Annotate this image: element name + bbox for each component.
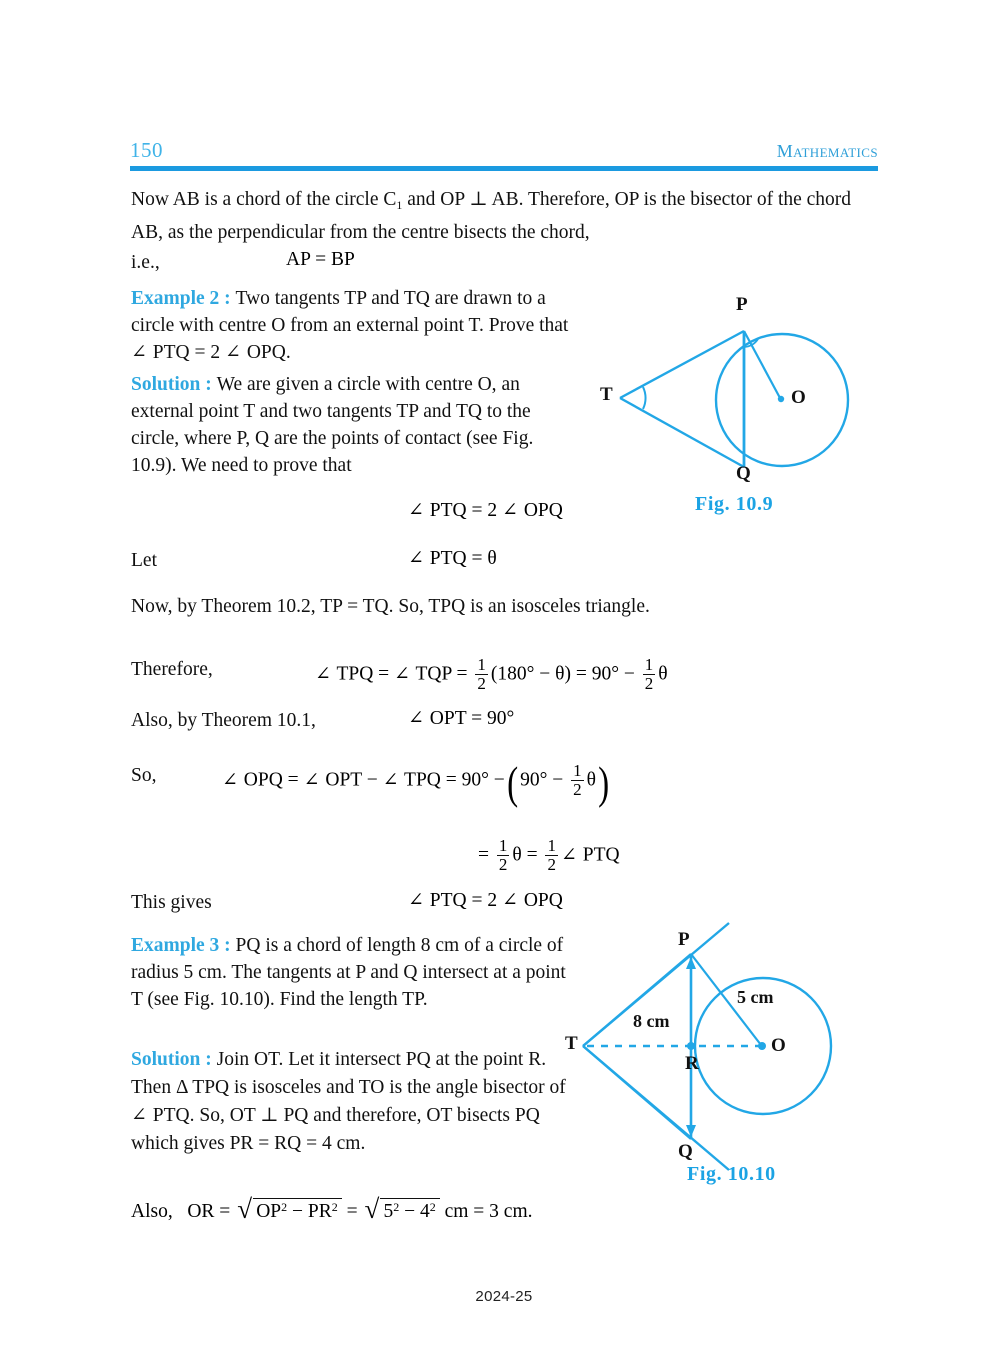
- solution-3-line2: point R. Then Δ TPQ is isosceles and TO is the: [131, 1049, 547, 1098]
- so-label: So,: [131, 765, 157, 786]
- fraction-one-half: [475, 656, 488, 692]
- fraction-one-half: [545, 837, 558, 873]
- solution-3-line3-b: PTQ. So, OT ⊥ PQ: [147, 1105, 309, 1126]
- angle-symbol-icon: ∠: [303, 769, 320, 791]
- solution-3-lead: Solution :: [131, 1049, 217, 1070]
- fig-10-10-caption: Fig. 10.10: [687, 1163, 776, 1185]
- eq-so-t3: TPQ =: [399, 769, 462, 791]
- square-root-2: [364, 1194, 439, 1224]
- eq-so2-theta: θ =: [512, 844, 543, 866]
- fig-10-10-label-p: P: [678, 929, 690, 950]
- eq-opt-t1: OPT =: [424, 708, 488, 729]
- paragraph-chord-bisector: [131, 186, 881, 246]
- angle-symbol-icon: ∠: [382, 769, 399, 791]
- figure-10-10-drawing: [565, 915, 895, 1180]
- point-r: [687, 1042, 695, 1050]
- equation-opq-derivation: ∠ OPQ = ∠ OPT − ∠ TPQ = 90° −( 90° − $\frac{1}{2}$ θ): [222, 756, 610, 808]
- square-root-1: [237, 1194, 342, 1224]
- angle-symbol-icon: ∠: [502, 500, 518, 521]
- fig-10-10-annotation-chord: 8 cm: [633, 1011, 670, 1031]
- radical-sign-icon: √: [364, 1194, 380, 1224]
- eq-so2-eq1: =: [478, 844, 494, 866]
- angle-symbol-icon: ∠: [131, 1105, 147, 1126]
- eq-so-t4: 90° −: [461, 769, 505, 791]
- eq-so-t1: OPQ =: [238, 769, 304, 791]
- angle-symbol-icon: ∠: [560, 844, 577, 866]
- chord-line1-a: Now AB is a chord of the circle C: [131, 189, 397, 210]
- equation-opt-90: [408, 707, 514, 730]
- angle-symbol-icon: ∠: [408, 708, 424, 729]
- example-2-line3-b: PTQ = 2: [147, 342, 226, 363]
- eq-th-t3: (180° − θ) = 90° −: [490, 663, 640, 685]
- example-2-line3-c: OPQ.: [241, 342, 291, 363]
- eq-let-theta: θ: [487, 548, 497, 569]
- eq-so-t2: OPT −: [320, 769, 383, 791]
- solution-2-line1: We are given a circle with centre O,: [216, 374, 497, 395]
- equation-final-result: [408, 889, 563, 912]
- chord-line2: chord AB, as the perpendicular from the centre bisects the chord,: [131, 189, 852, 243]
- fraction-denominator: 2: [644, 673, 654, 693]
- therefore-label: Therefore,: [131, 659, 213, 680]
- equation-tpq-tqp: [315, 656, 668, 692]
- centre-point-o: [778, 396, 784, 402]
- rad1-sup2: 2: [331, 1200, 338, 1214]
- or-lhs: OR =: [187, 1201, 236, 1222]
- eq-tg-t2: OPQ: [518, 890, 563, 911]
- example-2-line3-a: Prove that: [488, 315, 569, 336]
- fig-10-9-label-q: Q: [736, 463, 751, 484]
- angle-symbol-icon: ∠: [225, 342, 241, 363]
- this-gives-label: This gives: [131, 892, 212, 913]
- radius-po: [744, 331, 780, 398]
- angle-symbol-icon: ∠: [408, 890, 424, 911]
- example-2-statement: [131, 285, 571, 366]
- figure-10-9: [595, 295, 895, 545]
- angle-symbol-icon: ∠: [315, 663, 331, 685]
- fraction-denominator: 2: [573, 779, 582, 799]
- equation-to-prove: [408, 499, 563, 522]
- rad1-sup1: 2: [281, 1200, 288, 1214]
- figure-10-10: [565, 915, 895, 1220]
- angle-symbol-icon: ∠: [408, 500, 424, 521]
- also-label: Also,: [131, 1201, 173, 1222]
- example-3-lead: Example 3 :: [131, 935, 236, 956]
- solution-3-text: [131, 1046, 577, 1158]
- example-2-lead: Example 2 :: [131, 288, 236, 309]
- fig-10-9-label-o: O: [791, 387, 806, 408]
- fraction-denominator: 2: [477, 673, 486, 693]
- rad2-sup1: 2: [393, 1200, 400, 1214]
- example-3-statement: [131, 932, 577, 1013]
- eq-tg-t1: PTQ = 2: [424, 890, 503, 911]
- fraction-one-half: [571, 762, 584, 798]
- header-rule: [130, 166, 878, 171]
- solution-2-lead: Solution :: [131, 374, 217, 395]
- book-title: Mathematics: [776, 141, 878, 161]
- angle-symbol-icon: ∠: [222, 769, 238, 791]
- eq-prove-t1: PTQ = 2: [424, 500, 503, 521]
- rad2-a: 5: [383, 1201, 394, 1222]
- fraction-numerator: 1: [498, 836, 508, 855]
- fraction-numerator: 1: [644, 655, 654, 674]
- eq-th-t1: TPQ =: [331, 663, 395, 685]
- theorem-10-2-line: Now, by Theorem 10.2, TP = TQ. So, TPQ is an isosceles triangle.: [131, 596, 650, 617]
- solution-3-line5: PR = RQ = 4 cm.: [229, 1133, 366, 1154]
- page-header: [130, 138, 878, 172]
- fig-10-9-caption: Fig. 10.9: [695, 493, 774, 515]
- example-2-line1: Two tangents TP and TQ are drawn: [235, 288, 513, 309]
- fig-10-10-label-t: T: [565, 1033, 578, 1054]
- fig-10-10-annotation-radius: 5 cm: [737, 987, 774, 1007]
- radical-sign-icon: √: [237, 1194, 253, 1224]
- example-3-line2: circle of radius 5 cm. The tangents at P and Q: [131, 935, 564, 983]
- fig-10-10-label-q: Q: [678, 1141, 693, 1162]
- rad2-sup2: 2: [429, 1200, 436, 1214]
- fraction-denominator: 2: [547, 854, 556, 874]
- solution-2-line4: (see Fig. 10.9). We need to prove that: [131, 428, 534, 476]
- angle-symbol-icon: ∠: [502, 890, 518, 911]
- solution-2-line2: an external point T and two tangents TP and TQ: [131, 374, 520, 422]
- circle-subscript: 1: [396, 198, 403, 212]
- ie-equation: AP = BP: [286, 249, 355, 270]
- fig-10-10-label-r: R: [685, 1053, 699, 1074]
- angle-symbol-icon: ∠: [408, 548, 424, 569]
- fig-10-9-label-p: P: [736, 294, 748, 315]
- or-tail: cm = 3 cm.: [439, 1201, 533, 1222]
- solution-3-line1: Join OT. Let it intersect PQ at the: [216, 1049, 479, 1070]
- rad2-b: − 4: [399, 1201, 430, 1222]
- eq-opt-val: 90°: [487, 708, 515, 729]
- angle-symbol-icon: ∠: [131, 342, 147, 363]
- theorem-10-1-label: Also, by Theorem 10.1,: [131, 710, 316, 731]
- angle-arc-t: [643, 387, 646, 409]
- radicand-1: [253, 1198, 342, 1223]
- radicand-2: [380, 1198, 439, 1223]
- centre-point-o: [758, 1042, 766, 1050]
- eq-so2-t1: PTQ: [577, 844, 620, 866]
- chord-line1-b: and OP ⊥ AB. Therefore, OP is the bisector of the: [402, 189, 802, 210]
- rad1-b: − PR: [287, 1201, 332, 1222]
- eq-let-t1: PTQ =: [424, 548, 488, 569]
- page-footer: 2024-25: [475, 1288, 533, 1305]
- segment-tp: [583, 954, 691, 1046]
- let-label: Let: [131, 550, 157, 571]
- fraction-one-half: [643, 656, 656, 692]
- fraction-numerator: 1: [547, 836, 556, 855]
- solution-2-line3: to the circle, where P, Q are the points of contact: [131, 401, 531, 449]
- angle-symbol-icon: ∠: [394, 663, 410, 685]
- solution-3-line3-a: angle bisector of: [435, 1077, 566, 1098]
- eq-prove-t2: OPQ: [518, 500, 563, 521]
- fig-10-10-label-o: O: [771, 1035, 786, 1056]
- fraction-one-half: [497, 837, 510, 873]
- page-number: 150: [130, 138, 163, 162]
- example-3-line3: intersect at a point T (see Fig. 10.10). Find the: [131, 962, 566, 1010]
- fraction-numerator: 1: [477, 655, 486, 674]
- ie-label: i.e.,: [131, 252, 160, 273]
- segment-tq: [583, 1046, 691, 1139]
- equation-opq-result: [478, 837, 620, 873]
- equation-or-value: [131, 1194, 533, 1224]
- eq-th-t2: TQP =: [410, 663, 473, 685]
- eq-so-theta: θ: [586, 769, 597, 791]
- example-2-line2: to a circle with centre O from an external point T.: [131, 288, 546, 336]
- solution-2-text: [131, 371, 571, 479]
- solution-3-line4: and therefore, OT bisects PQ which gives: [131, 1105, 540, 1154]
- eq-th-theta: θ: [658, 663, 668, 685]
- fraction-numerator: 1: [573, 761, 582, 780]
- fraction-denominator: 2: [498, 854, 508, 874]
- rad1-a: OP: [256, 1201, 282, 1222]
- equation-let-theta: [408, 547, 497, 570]
- or-mid: =: [341, 1201, 363, 1222]
- eq-so-t5: 90° −: [520, 769, 569, 791]
- example-3-line1: PQ is a chord of length 8 cm of a: [235, 935, 494, 956]
- example-3-line4: length TP.: [348, 989, 428, 1010]
- fig-10-9-label-t: T: [600, 384, 613, 405]
